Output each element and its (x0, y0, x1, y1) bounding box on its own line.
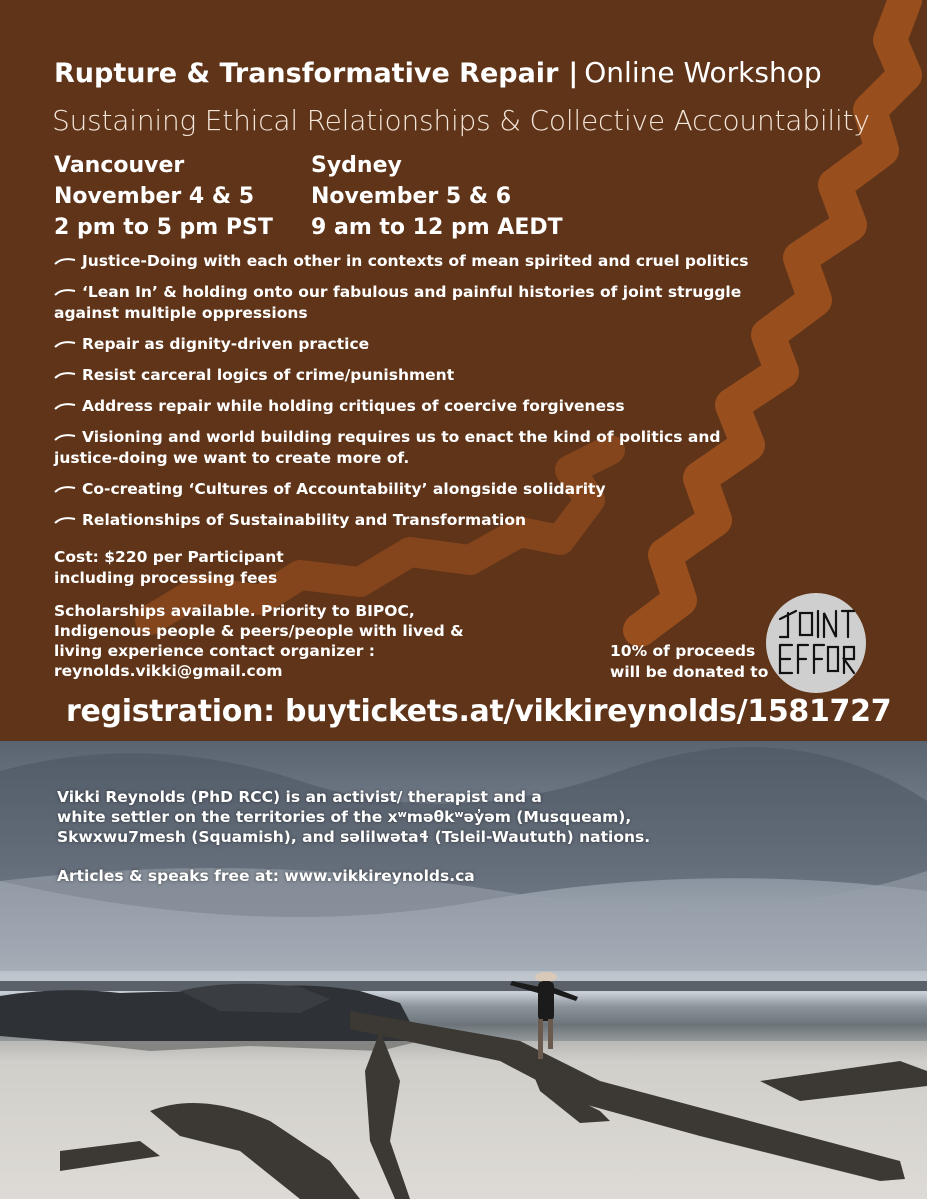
topic-text: Visioning and world building requires us to enact the kind of politics and justice-doing we want to create more of. (54, 428, 721, 467)
scholarship-line: Indigenous people & peers/people with lived & (54, 622, 464, 640)
scholarship-line: living experience contact organizer : (54, 642, 375, 660)
bio-text (57, 787, 697, 847)
topic-item (54, 510, 774, 531)
session-city: Vancouver (54, 153, 185, 178)
session-sydney (311, 150, 563, 243)
title-row (54, 56, 822, 89)
topic-text: Justice-Doing with each other in contexts of mean spirited and cruel politics (82, 252, 749, 270)
topic-text: Resist carceral logics of crime/punishment (82, 366, 455, 384)
topic-text: ‘Lean In’ & holding onto our fabulous and painful histories of joint struggle against multiple oppressions (54, 283, 742, 322)
session-vancouver (54, 150, 273, 243)
cost-line: including processing fees (54, 569, 278, 587)
topic-item (54, 396, 774, 417)
title-separator: | (568, 58, 579, 89)
topic-list (54, 251, 774, 541)
topic-item (54, 334, 774, 355)
joint-effort-logo-art (766, 593, 866, 693)
topic-item (54, 282, 774, 324)
bullet-dash-icon (54, 485, 76, 494)
scholarship-info (54, 601, 484, 681)
bullet-dash-icon (54, 433, 76, 442)
bio-line (57, 787, 697, 807)
topic-item (54, 365, 774, 386)
bio-line: white settler on the territories of the xʷməθkʷəy̓əm (Musqueam), (57, 808, 632, 826)
workshop-format: Online Workshop (584, 56, 822, 89)
session-city: Sydney (311, 153, 402, 178)
topic-text: Repair as dignity-driven practice (82, 335, 370, 353)
bullet-dash-icon (54, 371, 76, 380)
articles-info (57, 867, 475, 885)
cost-info (54, 547, 454, 589)
bullet-dash-icon (54, 340, 76, 349)
bullet-dash-icon (54, 288, 76, 297)
articles-label: Articles & speaks free at: (57, 867, 285, 885)
proceeds-line: 10% of proceeds (610, 642, 756, 660)
bullet-dash-icon (54, 257, 76, 266)
topic-text: Address repair while holding critiques of coercive forgiveness (82, 397, 625, 415)
registration-link[interactable]: registration: buytickets.at/vikkireynolds/1581727 (66, 694, 892, 729)
bullet-dash-icon (54, 402, 76, 411)
beach-photo (0, 741, 927, 1199)
topic-text: Co-creating ‘Cultures of Accountability’ alongside solidarity (82, 480, 606, 498)
session-time: 2 pm to 5 pm PST (54, 215, 273, 240)
topic-text: Relationships of Sustainability and Transformation (82, 511, 527, 529)
author-name: Vikki Reynolds (57, 788, 186, 806)
bullet-dash-icon (54, 516, 76, 525)
topic-item (54, 479, 774, 500)
cost-line: Cost: $220 per Participant (54, 548, 284, 566)
scholarship-line: Scholarships available. Priority to BIPOC, (54, 602, 415, 620)
session-dates: November 4 & 5 (54, 184, 255, 209)
bio-line-rest: (PhD RCC) is an activist/ therapist and a (185, 788, 542, 806)
session-dates: November 5 & 6 (311, 184, 512, 209)
topic-item (54, 251, 774, 272)
proceeds-note (610, 641, 790, 683)
workshop-title: Rupture & Transformative Repair (54, 58, 559, 89)
workshop-subtitle: Sustaining Ethical Relationships & Collective Accountability (52, 104, 870, 137)
joint-effort-logo (766, 593, 866, 693)
bio-line: Skwxwu7mesh (Squamish), and səlilwətaɬ (Tsleil-Waututh) nations. (57, 828, 651, 846)
website-link[interactable]: www.vikkireynolds.ca (284, 867, 475, 885)
organizer-email[interactable]: reynolds.vikki@gmail.com (54, 662, 283, 680)
topic-item (54, 427, 774, 469)
session-time: 9 am to 12 pm AEDT (311, 215, 563, 240)
proceeds-line: will be donated to (610, 663, 769, 681)
